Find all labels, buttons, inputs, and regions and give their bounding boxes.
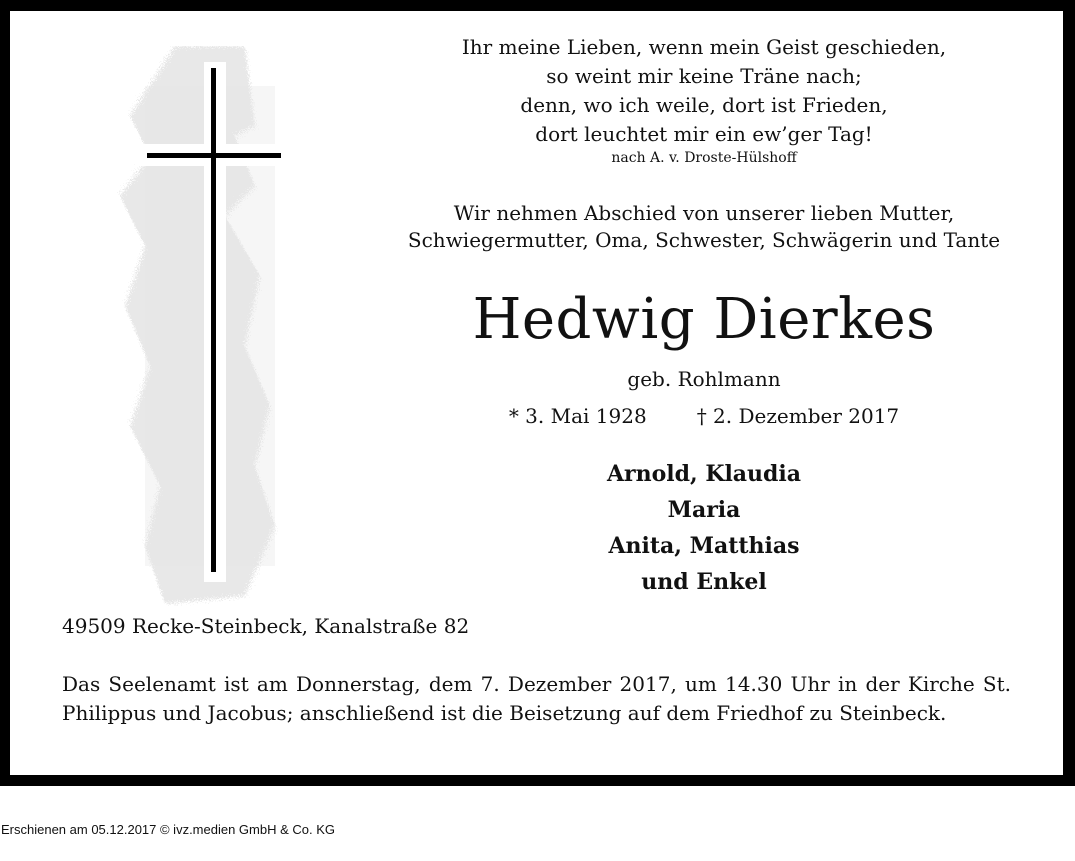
service-announcement: Das Seelenamt ist am Donnerstag, dem 7. Dezember 2017, um 14.30 Uhr in der Kirche St. Philippus und Jacobus; anschließend ist die Beisetzung auf dem Friedhof zu Steinbeck. (62, 672, 1011, 725)
family-line: Maria (667, 497, 741, 523)
poem-source: nach A. v. Droste-Hülshoff (611, 150, 797, 166)
poem-line: so weint mir keine Träne nach; (546, 64, 862, 88)
poem (380, 33, 1028, 168)
family-address: 49509 Recke-Steinbeck, Kanalstraße 82 (62, 614, 470, 638)
cross-icon (105, 46, 305, 611)
family-line: Arnold, Klaudia (606, 461, 802, 487)
poem-line: denn, wo ich weile, dort ist Frieden, (520, 93, 888, 117)
poem-line: dort leuchtet mir ein ew’ger Tag! (535, 122, 873, 146)
family-line: und Enkel (641, 569, 767, 595)
poem-line: Ihr meine Lieben, wenn mein Geist geschieden, (461, 35, 947, 59)
family-signature (380, 456, 1028, 600)
deceased-name: Hedwig Dierkes (472, 287, 936, 352)
farewell-text (380, 200, 1028, 254)
publication-footer: Erschienen am 05.12.2017 © ivz.medien GmbH & Co. KG (1, 822, 336, 837)
obituary-content (10, 11, 1063, 775)
birth-date: * 3. Mai 1928 (508, 404, 647, 428)
death-date: † 2. Dezember 2017 (696, 404, 900, 428)
birth-name: geb. Rohlmann (627, 367, 781, 391)
life-dates (380, 402, 1028, 430)
farewell-line: Wir nehmen Abschied von unserer lieben Mutter, (453, 201, 955, 225)
farewell-line: Schwiegermutter, Oma, Schwester, Schwägerin und Tante (407, 228, 1001, 252)
family-line: Anita, Matthias (608, 533, 800, 559)
